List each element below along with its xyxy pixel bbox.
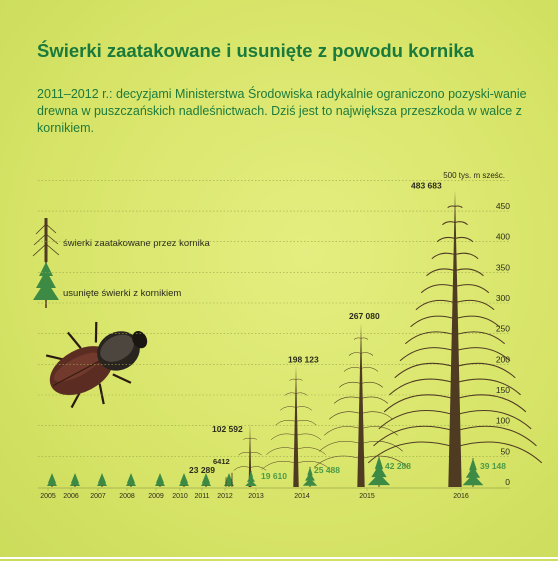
- legend-removed-icon: [33, 262, 59, 308]
- y-tick-label: 450: [495, 201, 510, 212]
- x-axis-labels: [40, 488, 469, 500]
- y-tick-label: 200: [495, 354, 510, 365]
- attacked-trunk: [357, 323, 364, 487]
- removed-value-label: 25 488: [314, 465, 340, 475]
- x-tick-label: 2008: [119, 493, 135, 500]
- removed-value-label: 42 288: [385, 461, 411, 471]
- attacked-value-label: 23 289: [189, 465, 215, 475]
- x-tick-label: 2016: [453, 493, 469, 500]
- small-spruce-crown: [155, 473, 165, 486]
- y-tick-label: 100: [495, 415, 510, 426]
- x-tick-label: 2009: [148, 493, 164, 500]
- legend-attacked-icon: [33, 218, 59, 262]
- legend-attacked-label: świerki zaatakowane przez kornika: [63, 238, 210, 249]
- removed-value-label: 19 610: [261, 471, 287, 481]
- small-spruce-mark: [224, 473, 234, 487]
- x-tick-label: 2013: [248, 493, 264, 500]
- small-spruce-crown: [179, 473, 189, 486]
- removed-spruce-mark: [245, 471, 257, 487]
- small-spruce-crown: [70, 473, 80, 486]
- x-tick-label: 2005: [40, 493, 56, 500]
- small-spruce-crown: [224, 473, 234, 486]
- y-tick-label: 300: [495, 293, 510, 304]
- x-tick-label: 2007: [90, 493, 106, 500]
- chart-legend: [33, 218, 211, 308]
- small-spruce-mark: [179, 473, 189, 487]
- attacked-value-label: 102 592: [212, 424, 243, 435]
- attacked-value-label: 198 123: [288, 354, 319, 365]
- small-spruce-mark: [201, 473, 211, 487]
- x-tick-label: 2006: [63, 493, 79, 500]
- x-tick-label: 2010: [172, 493, 188, 500]
- page-subtitle: 2011–2012 r.: decyzjami Ministerstwa Środowiska radykalnie ograniczono pozyski-wanie drewna w puszczańskich nadleśnictwach. Dziś jest to największa przeszkoda w walce z kornikiem.: [37, 87, 527, 135]
- x-tick-label: 2015: [359, 493, 375, 500]
- small-spruce-crown: [126, 473, 136, 486]
- attacked-spruce-mark: [368, 190, 542, 487]
- attacked-value-label: 6412: [213, 457, 230, 466]
- legend-removed-label: usunięte świerki z kornikiem: [63, 288, 182, 299]
- removed-value-label: 39 148: [480, 461, 506, 471]
- y-tick-label: 250: [495, 323, 510, 334]
- attacked-value-label: 267 080: [349, 311, 380, 322]
- attacked-trunk: [448, 190, 461, 487]
- x-tick-label: 2012: [217, 493, 233, 500]
- x-tick-label: 2014: [294, 493, 310, 500]
- y-tick-label: 0: [505, 477, 510, 487]
- y-tick-label: 350: [495, 262, 510, 273]
- bottom-rule: [0, 557, 558, 559]
- attacked-value-label: 483 683: [411, 180, 442, 191]
- small-spruce-mark: [97, 473, 107, 487]
- x-tick-label: 2011: [194, 493, 210, 500]
- y-tick-label: 400: [495, 231, 510, 242]
- page-title: Świerki zaatakowane i usunięte z powodu kornika: [37, 40, 474, 61]
- y-axis-unit: 500 tys. m sześc.: [443, 171, 505, 180]
- small-spruce-mark: [47, 473, 57, 487]
- y-tick-label: 50: [500, 446, 510, 457]
- y-gridlines: [38, 180, 510, 488]
- small-spruce-mark: [126, 473, 136, 487]
- small-spruce-crown: [47, 473, 57, 486]
- small-spruce-mark: [70, 473, 80, 487]
- small-spruce-mark: [155, 473, 165, 487]
- y-tick-label: 150: [495, 385, 510, 396]
- bark-beetle-icon: [33, 301, 165, 422]
- small-spruce-crown: [97, 473, 107, 486]
- attacked-trunk: [293, 365, 298, 487]
- removed-crown: [245, 471, 257, 486]
